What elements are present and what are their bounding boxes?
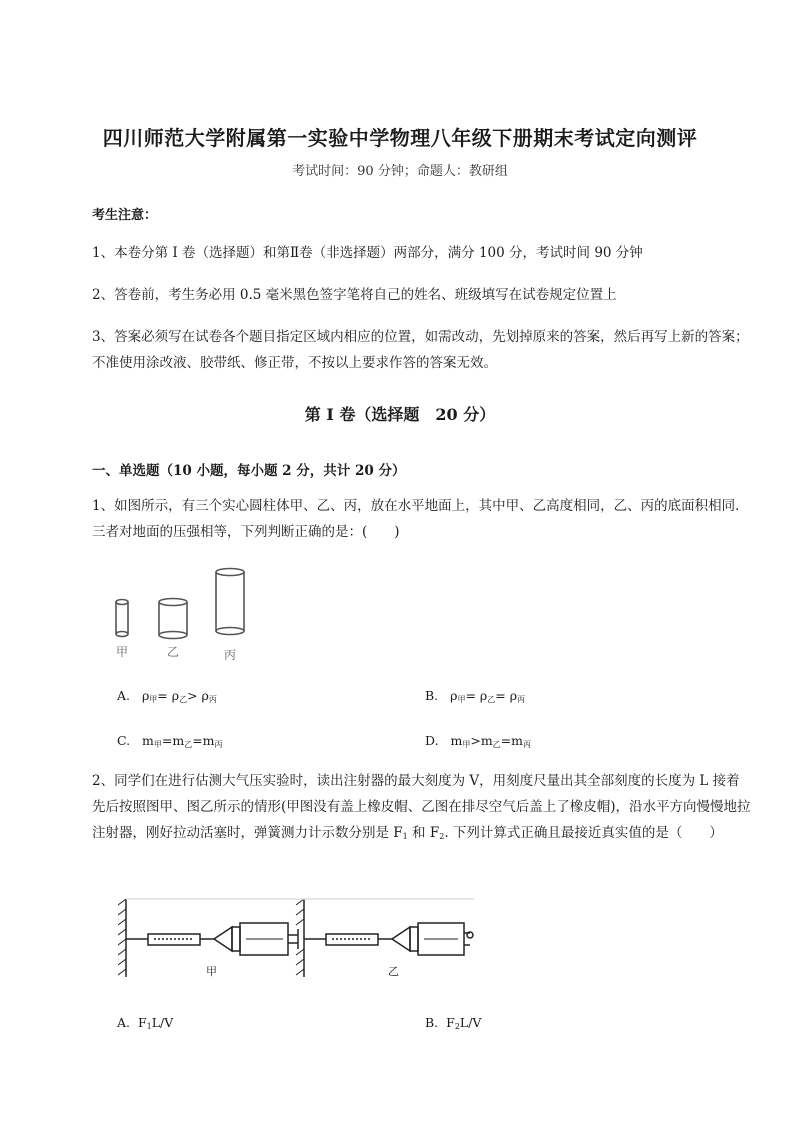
part-heading: 一、单选题（10 小题，每小题 2 分，共计 20 分）	[92, 463, 406, 479]
syringe-figure	[118, 895, 478, 985]
question-2-stem: 2、同学们在进行估测大气压实验时，读出注射器的最大刻度为 V，用刻度尺量出其全部刻度的长度为 L 接着先后按照图甲、图乙所示的情形(甲图没有盖上橡皮帽、乙图在排尽空气后盖上了橡皮帽)，沿水平方向慢慢地拉注射器，刚好拉动活塞时，弹簧测力计示数分别是 $F_1$ 和 $F_2$. 下列计算式正确且最接近真实值的是（ ）	[92, 773, 751, 841]
notice-heading: 考生注意：	[92, 208, 158, 223]
notice-item-3: 3、答案必须写在试卷各个题目指定区域内相应的位置，如需改动，先划掉原来的答案，然后再写上新的答案；不准使用涂改液、胶带纸、修正带，不按以上要求作答的答案无效。	[92, 329, 749, 371]
cylinder-bing	[216, 569, 244, 576]
label-jia: 甲	[116, 645, 129, 659]
label-bing: 丙	[224, 648, 237, 662]
option-a[interactable]: A. $\rho_甲= \rho_乙> \rho_丙$	[117, 688, 217, 704]
cylinder-jia	[116, 600, 128, 605]
q2-option-a[interactable]: A. $F_1L/V$	[117, 1015, 174, 1031]
option-b[interactable]: B. $\rho_甲= \rho_乙= \rho_丙$	[425, 688, 526, 704]
figure-label-yi: 乙	[388, 965, 399, 978]
q2-option-b[interactable]: B. $F_2L/V$	[425, 1015, 482, 1031]
question-1-stem: 1、如图所示，有三个实心圆柱体甲、乙、丙，放在水平地面上，其中甲、乙高度相同，乙、丙的底面积相同．三者对地面的压强相等，下列判断正确的是：( )	[92, 498, 749, 540]
option-d[interactable]: D. $m_甲>m_乙=m_丙$	[425, 733, 531, 749]
option-c[interactable]: C. $m_甲=m_乙=m_丙$	[117, 733, 223, 749]
notice-item-1: 1、本卷分第 I 卷（选择题）和第Ⅱ卷（非选择题）两部分，满分 100 分，考试时间 90 分钟	[92, 245, 643, 261]
cylinder-yi	[159, 599, 187, 606]
label-yi: 乙	[167, 645, 180, 659]
exam-info: 考试时间：90 分钟；命题人：教研组	[292, 164, 508, 179]
page-title: 四川师范大学附属第一实验中学物理八年级下册期末考试定向测评	[102, 126, 698, 150]
notice-item-2: 2、答卷前，考生务必用 0.5 毫米黑色签字笔将自己的姓名、班级填写在试卷规定位置上	[92, 287, 617, 303]
figure-label-jia: 甲	[206, 965, 217, 978]
section-title: 第 I 卷（选择题 20 分）	[304, 405, 496, 424]
cylinders-figure	[105, 560, 265, 665]
